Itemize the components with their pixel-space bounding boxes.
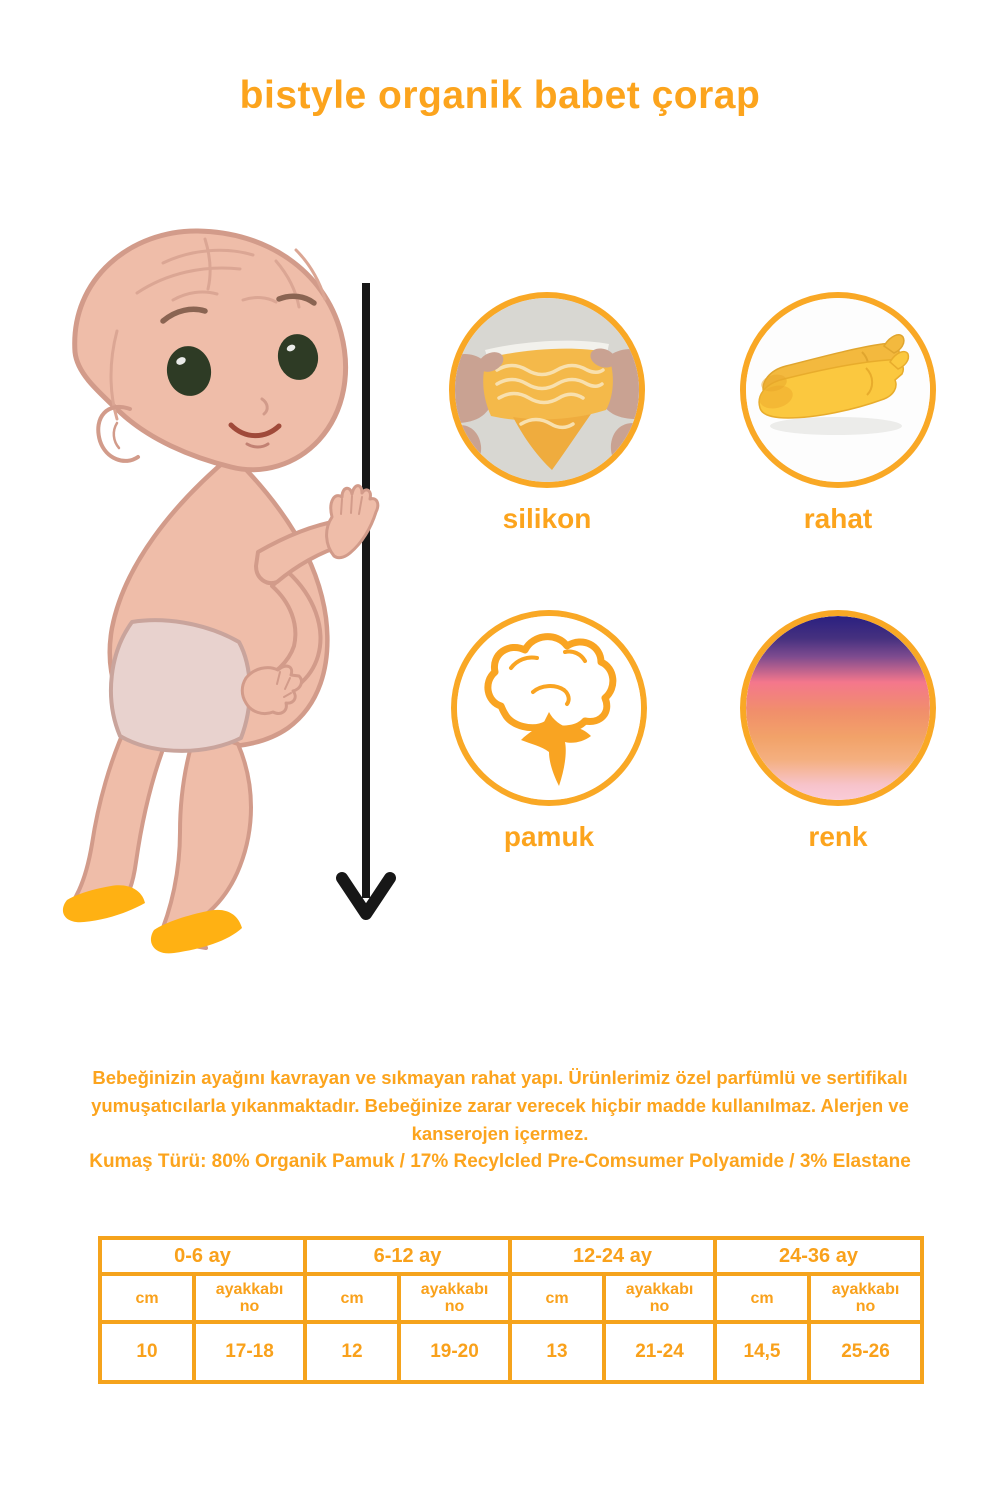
fabric-composition: Kumaş Türü: 80% Organik Pamuk / 17% Recylcled Pre-Comsumer Polyamide / 3% Elastane (89, 1151, 911, 1172)
values-row (100, 1322, 922, 1382)
front-sock (151, 910, 242, 954)
age-group-cell: 0-6 ay (100, 1238, 305, 1274)
cm-header-cell: cm (715, 1274, 809, 1322)
size-value-cell: 21-24 (604, 1322, 715, 1382)
size-value-cell: 25-26 (809, 1322, 922, 1382)
color-gradient-circle (740, 610, 936, 806)
size-value-cell: 17-18 (194, 1322, 305, 1382)
size-table (98, 1236, 924, 1384)
baby-and-arrow-illustration (40, 220, 400, 970)
feature-cotton (451, 610, 647, 853)
size-value-cell: 14,5 (715, 1322, 809, 1382)
age-group-cell: 12-24 ay (510, 1238, 715, 1274)
cm-header-cell: cm (305, 1274, 399, 1322)
cotton-icon (457, 616, 641, 800)
age-group-cell: 6-12 ay (305, 1238, 510, 1274)
feature-label-renk: renk (808, 821, 868, 852)
silicone-sole-photo (449, 292, 645, 488)
age-header-row (100, 1238, 922, 1274)
gradient-swatch (746, 616, 930, 800)
measure-header-row (100, 1274, 922, 1322)
cm-header-cell: cm (100, 1274, 194, 1322)
feature-label-rahat: rahat (803, 503, 873, 534)
age-group-cell: 24-36 ay (715, 1238, 922, 1274)
baby-illustration (63, 231, 378, 953)
back-sock (63, 885, 145, 922)
size-value-cell: 19-20 (399, 1322, 510, 1382)
size-value-cell: 13 (510, 1322, 604, 1382)
socks-photo (740, 292, 936, 488)
shoe-header-cell: ayakkabı no (604, 1274, 715, 1322)
size-value-cell: 10 (100, 1322, 194, 1382)
cm-header-cell: cm (510, 1274, 604, 1322)
shoe-header-cell: ayakkabı no (399, 1274, 510, 1322)
cotton-icon-circle (451, 610, 647, 806)
size-value-cell: 12 (305, 1322, 399, 1382)
page-title: bistyle organik babet çorap (239, 74, 761, 117)
shoe-header-cell: ayakkabı no (194, 1274, 305, 1322)
product-description: Bebeğinizin ayağını kavrayan ve sıkmayan rahat yapı. Ürünlerimiz özel parfümlü ve sertifikalı yumuşatıcılarla yıkanmaktadır. Bebeğinize zarar verecek hiçbir madde kullanılmaz. Alerjen ve kanserojen içermez. (91, 1067, 909, 1144)
feature-color (740, 610, 936, 853)
feature-comfort (740, 292, 936, 535)
shoe-header-cell: ayakkabı no (809, 1274, 922, 1322)
measurement-arrow-icon (342, 283, 390, 914)
diaper (111, 620, 250, 751)
socks-photo-graphic (746, 298, 930, 482)
silicone-photo-graphic (455, 298, 639, 482)
feature-label-silikon: silikon (502, 503, 592, 534)
feature-label-pamuk: pamuk (503, 821, 595, 852)
feature-silicone (449, 292, 645, 535)
